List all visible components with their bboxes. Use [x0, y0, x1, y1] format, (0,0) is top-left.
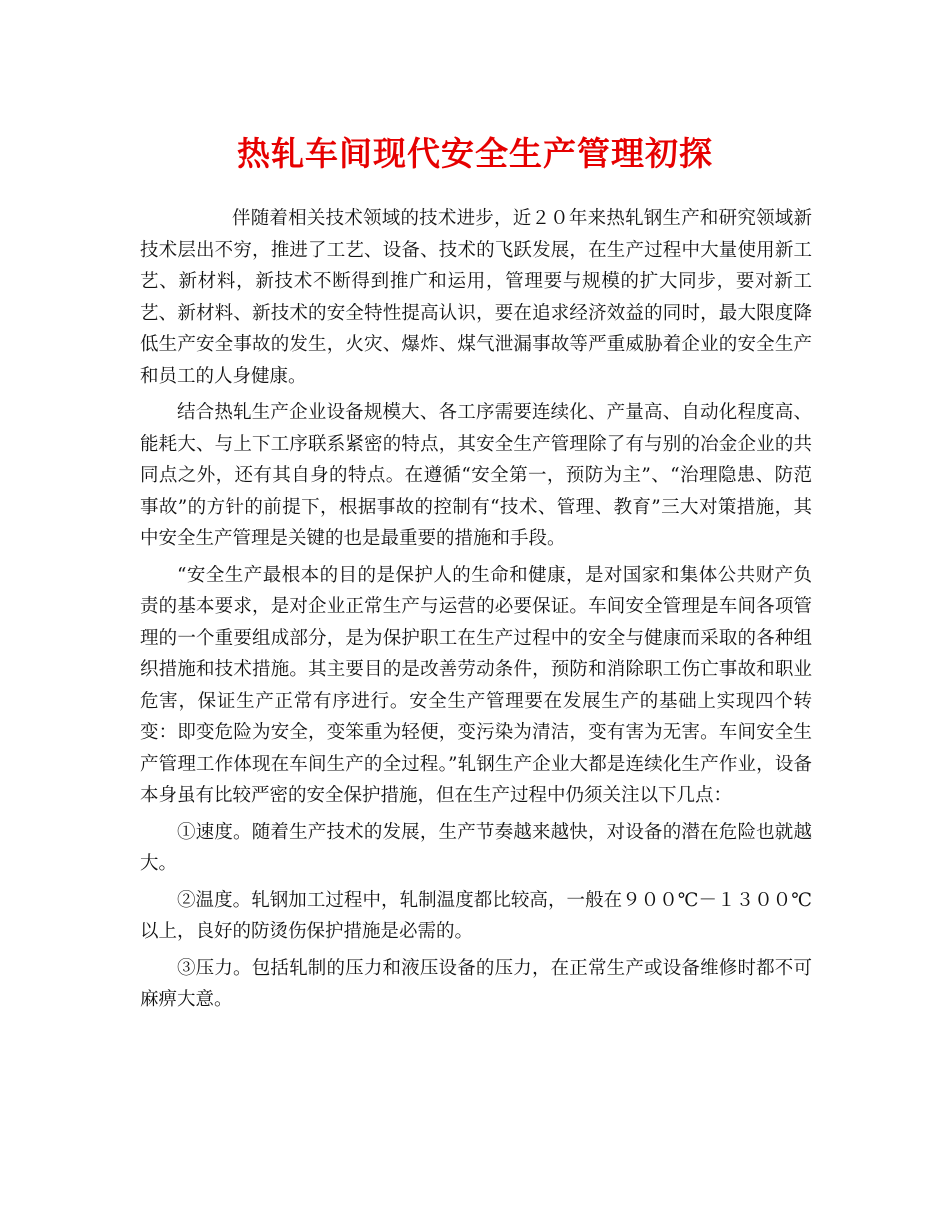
paragraph-point-pressure: ③压力。包括轧制的压力和液压设备的压力，在正常生产或设备维修时都不可麻痹大意。	[140, 957, 812, 1010]
paragraph-point-speed: ①速度。随着生产技术的发展，生产节奏越来越快，对设备的潜在危险也就越大。	[140, 821, 812, 874]
document-body	[140, 203, 812, 1016]
paragraph-point-temperature: ②温度。轧钢加工过程中，轧制温度都比较高，一般在９００℃－１３００℃以上，良好的防烫伤保护措施是必需的。	[140, 889, 812, 942]
paragraph-intro: 伴随着相关技术领域的技术进步，近２０年来热轧钢生产和研究领域新技术层出不穷，推进了工艺、设备、技术的飞跃发展，在生产过程中大量使用新工艺、新材料，新技术不断得到推广和运用，管理要与规模的扩大同步，要对新工艺、新材料、新技术的安全特性提高认识，要在追求经济效益的同时，最大限度降低生产安全事故的发生，火灾、爆炸、煤气泄漏事故等严重威胁着企业的安全生产和员工的人身健康。	[140, 208, 812, 387]
document-title: 热轧车间现代安全生产管理初探	[237, 134, 713, 173]
paragraph-safety-purpose: “安全生产最根本的目的是保护人的生命和健康，是对国家和集体公共财产负责的基本要求，是对企业正常生产与运营的必要保证。车间安全管理是车间各项管理的一个重要组成部分，是为保护职工在生产过程中的安全与健康而采取的各种组织措施和技术措施。其主要目的是改善劳动条件，预防和消除职工伤亡事故和职业危害，保证生产正常有序进行。安全生产管理要在发展生产的基础上实现四个转变：即变危险为安全，变笨重为轻便，变污染为清洁，变有害为无害。车间安全生产管理工作体现在车间生产的全过程。”轧钢生产企业大都是连续化生产作业，设备本身虽有比较严密的安全保护措施，但在生产过程中仍须关注以下几点：	[140, 564, 812, 806]
paragraph-characteristics: 结合热轧生产企业设备规模大、各工序需要连续化、产量高、自动化程度高、能耗大、与上下工序联系紧密的特点，其安全生产管理除了有与别的冶金企业的共同点之外，还有其自身的特点。在遵循“安全第一，预防为主”、“治理隐患、防范事故”的方针的前提下，根据事故的控制有“技术、管理、教育”三大对策措施，其中安全生产管理是关键的也是最重要的措施和手段。	[140, 402, 812, 549]
